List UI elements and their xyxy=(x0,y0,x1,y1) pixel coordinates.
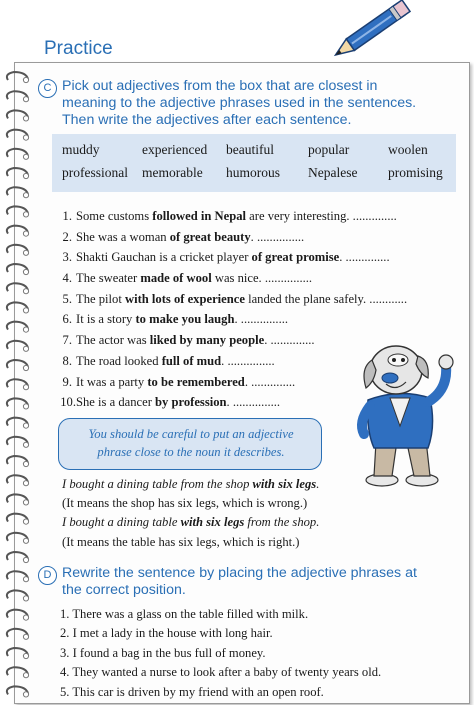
spiral-hole xyxy=(23,615,28,620)
question-row: 7. The actor was liked by many people. .............. xyxy=(62,333,315,348)
question-row: 5. The pilot with lots of experience landed the plane safely. ............ xyxy=(62,291,408,306)
section-c-instruction xyxy=(62,78,462,129)
spiral-hole xyxy=(23,97,28,102)
instruction-line: Then write the adjectives after each sentence. xyxy=(62,112,352,128)
page-title: Practice xyxy=(44,38,113,59)
spiral-hole xyxy=(23,269,28,274)
spiral-hole xyxy=(23,673,28,678)
spiral-hole xyxy=(23,289,28,294)
spiral-hole xyxy=(23,634,28,639)
question-row: 6. It is a story to make you laugh. ............... xyxy=(62,312,289,327)
rewrite-list xyxy=(60,605,460,702)
spiral-hole xyxy=(23,557,28,562)
spiral-hole xyxy=(23,385,28,390)
spiral-hole xyxy=(23,173,28,178)
tip-bubble xyxy=(58,418,322,470)
spiral-hole xyxy=(23,231,28,236)
spiral-hole xyxy=(23,692,28,697)
spiral-binding xyxy=(2,66,32,702)
spiral-hole xyxy=(23,154,28,159)
spiral-hole xyxy=(23,442,28,447)
section-d-marker: D xyxy=(38,566,57,585)
tip-text: You should be careful to put an adjective phrase close to the noun it describes. xyxy=(88,427,294,459)
word-option: muddy xyxy=(62,142,100,157)
word-option: promising xyxy=(388,165,443,180)
example-sentences xyxy=(62,475,382,552)
spiral-hole xyxy=(23,308,28,313)
spiral-hole xyxy=(23,135,28,140)
word-option: beautiful xyxy=(226,142,274,157)
spiral-hole xyxy=(23,193,28,198)
rewrite-item: 5. This car is driven by my friend with an open roof. xyxy=(60,684,324,699)
instruction-line: Rewrite the sentence by placing the adjective phrases at xyxy=(62,565,417,581)
instruction-line: meaning to the adjective phrases used in the sentences. xyxy=(62,95,417,111)
word-option: memorable xyxy=(142,165,203,180)
spiral-hole xyxy=(23,77,28,82)
spiral-hole xyxy=(23,538,28,543)
spiral-hole xyxy=(23,461,28,466)
question-row: 4. The sweater made of wool was nice. ............... xyxy=(62,271,313,286)
spiral-hole xyxy=(23,327,28,332)
word-option: Nepalese xyxy=(308,165,358,180)
spiral-hole xyxy=(23,653,28,658)
question-row: 2. She was a woman of great beauty. ............... xyxy=(62,229,305,244)
question-row: 3. Shakti Gauchan is a cricket player of great promise. .............. xyxy=(62,250,390,265)
rewrite-item: 1. There was a glass on the table filled with milk. xyxy=(60,607,309,621)
spiral-hole xyxy=(23,250,28,255)
page-header xyxy=(0,0,474,62)
section-d-instruction xyxy=(62,565,462,599)
instruction-line: the correct position. xyxy=(62,582,186,598)
word-option: experienced xyxy=(142,142,208,157)
word-option: woolen xyxy=(388,142,428,157)
spiral-hole xyxy=(23,423,28,428)
rewrite-item: 3. I found a bag in the bus full of money. xyxy=(60,645,266,660)
word-box xyxy=(52,134,456,192)
spiral-hole xyxy=(23,212,28,217)
example-line: I bought a dining table from the shop with six legs. xyxy=(62,477,320,491)
example-line: I bought a dining table with six legs from the shop. xyxy=(62,515,320,530)
word-option: humorous xyxy=(226,165,280,180)
spiral-hole xyxy=(23,116,28,121)
spiral-hole xyxy=(23,365,28,370)
spiral-hole xyxy=(23,596,28,601)
spiral-hole xyxy=(23,519,28,524)
example-line: (It means the table has six legs, which is right.) xyxy=(62,534,300,549)
spiral-hole xyxy=(23,577,28,582)
example-line: (It means the shop has six legs, which is wrong.) xyxy=(62,496,308,511)
dog-mascot xyxy=(330,330,460,490)
spiral-hole xyxy=(23,404,28,409)
pencil-icon xyxy=(318,0,428,60)
question-row: 9. It was a party to be remembered. .............. xyxy=(62,374,296,389)
spiral-hole xyxy=(23,500,28,505)
question-row: 1. Some customs followed in Nepal are very interesting. .............. xyxy=(62,209,397,223)
spiral-hole xyxy=(23,481,28,486)
question-row: 8. The road looked full of mud. ............... xyxy=(62,353,275,368)
rewrite-item: 4. They wanted a nurse to look after a baby of twenty years old. xyxy=(60,665,382,680)
rewrite-item: 2. I met a lady in the house with long hair. xyxy=(60,626,273,641)
word-option: popular xyxy=(308,142,350,157)
word-option: professional xyxy=(62,165,128,180)
question-row: 10.She is a dancer by profession. ............... xyxy=(60,395,281,410)
section-c-marker: C xyxy=(38,79,57,98)
spiral-hole xyxy=(23,346,28,351)
instruction-line: Pick out adjectives from the box that are closest in xyxy=(62,78,378,94)
